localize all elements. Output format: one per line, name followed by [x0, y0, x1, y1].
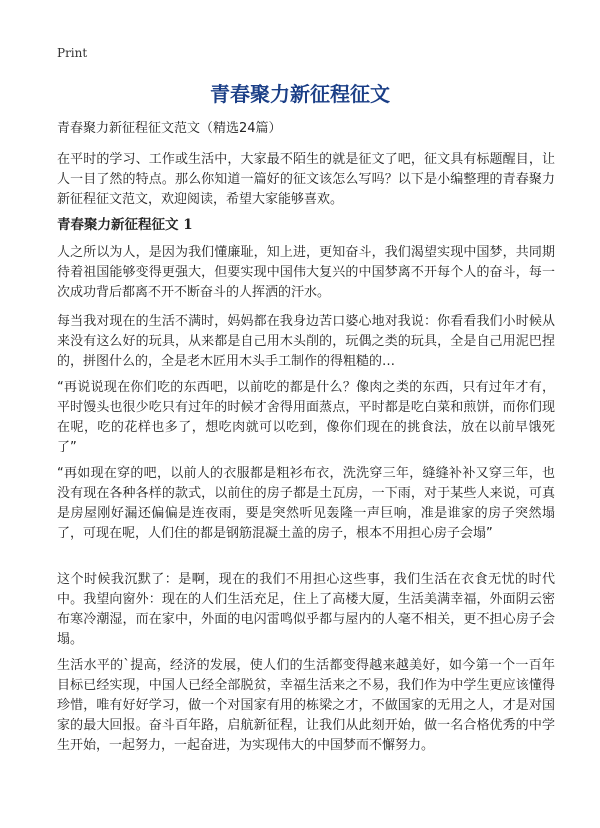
body-paragraph-6: 生活水平的`提高，经济的发展，使人们的生活都变得越来越美好，如今第一个一百年目标已经实现，中国人已经全部脱贫，幸福生活来之不易，我们作为中学生更应该懂得珍惜，唯有好好学习，做一个对国家有用的栋梁之才，不做国家的无用之人，才是对国家的最大回报。奋斗百年路，启航新征程，让我们从此刻开始，做一名合格优秀的中学生开始，一起努力，一起奋进，为实现伟大的中国梦而不懈努力。: [57, 658, 555, 753]
document-subtitle: 青春聚力新征程征文范文（精选24篇）: [57, 121, 282, 136]
body-paragraph-1: 人之所以为人，是因为我们懂廉耻，知上进，更知奋斗，我们渴望实现中国梦，共同期待着祖国能够变得更强大，但要实现中国伟大复兴的中国梦离不开每个人的奋斗，每一次成功背后都离不开不断奋斗的人挥洒的汗水。: [57, 245, 555, 300]
body-paragraph-4: “再如现在穿的吧，以前人的衣服都是粗衫布衣，洗洗穿三年，缝缝补补又穿三年，也没有现在各种各样的款式，以前住的房子都是土瓦房，一下雨，对于某些人来说，可真是房屋刚好漏还偏偏是连夜雨，要是突然听见轰隆一声巨响，准是谁家的房子突然塌了，可现在呢，人们住的都是钢筋混凝土盖的房子，根本不用担心房子会塌”: [57, 466, 555, 541]
print-link[interactable]: Print: [57, 46, 88, 60]
body-paragraph-2: 每当我对现在的生活不满时，妈妈都在我身边苦口婆心地对我说：你看看我们小时候从来没有这么好的玩具，从来都是自己用木头削的，玩偶之类的玩具，全是自己用泥巴捏的，拼图什么的，全是老木匠用木头手工制作的得粗糙的…: [57, 314, 555, 369]
section-heading: 青春聚力新征程征文 1: [57, 217, 193, 233]
body-paragraph-5: 这个时候我沉默了：是啊，现在的我们不用担心这些事，我们生活在衣食无忧的时代中。我望向窗外：现在的人们生活充足，住上了高楼大厦，生活美满幸福，外面阴云密布寒冷潮湿，而在家中，外面的电闪雷鸣似乎都与屋内的人毫不相关，更不担心房子会塌。: [57, 572, 555, 647]
body-paragraph-3: “再说说现在你们吃的东西吧，以前吃的都是什么？像肉之类的东西，只有过年才有，平时馒头也很少吃只有过年的时候才舍得用面蒸点，平时都是吃白菜和煎饼，而你们现在呢，吃的花样也多了，想吃肉就可以吃到，像你们现在的挑食法，放在以前早饿死了”: [57, 380, 555, 455]
document-title: 青春聚力新征程征文: [210, 82, 390, 106]
intro-paragraph: 在平时的学习、工作或生活中，大家最不陌生的就是征文了吧，征文具有标题醒目，让人一目了然的特点。那么你知道一篇好的征文该怎么写吗？以下是小编整理的青春聚力新征程征文范文，欢迎阅读，希望大家能够喜欢。: [57, 152, 555, 207]
